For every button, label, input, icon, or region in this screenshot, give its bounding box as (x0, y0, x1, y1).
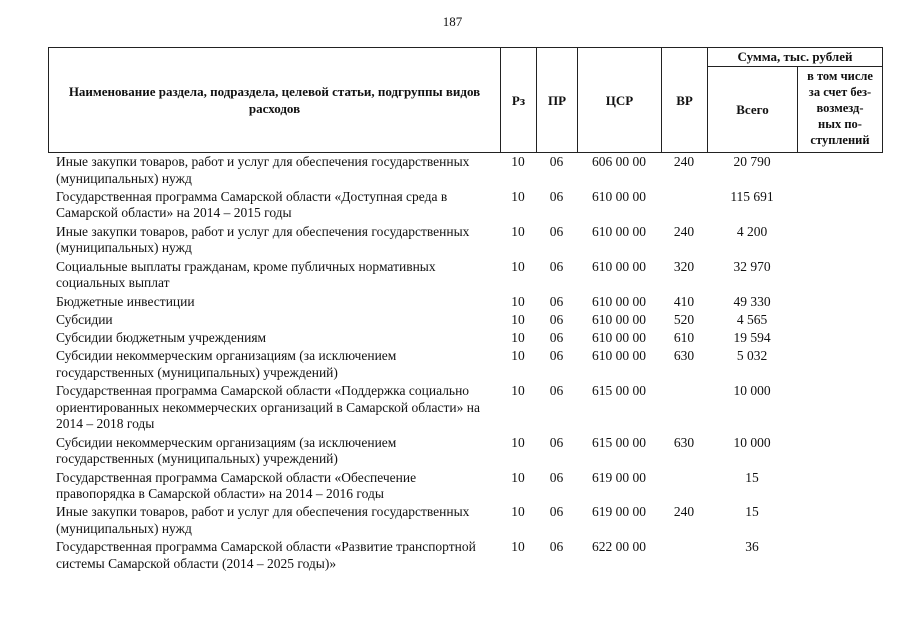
row-name: Субсидии (56, 311, 113, 327)
row-extra (797, 189, 882, 224)
row-total: 115 691 (730, 188, 774, 204)
row-csr: 619 00 00 (592, 469, 646, 485)
row-extra (797, 539, 882, 574)
row-pr: 06 (549, 348, 564, 364)
table-row (48, 189, 882, 224)
row-rz: 10 (511, 311, 525, 327)
row-extra (797, 348, 882, 383)
row-extra (797, 154, 882, 189)
row-extra (797, 383, 882, 434)
row-total: 4 565 (736, 311, 768, 327)
row-rz: 10 (511, 330, 525, 346)
table-row (48, 312, 882, 330)
row-pr: 06 (549, 434, 564, 450)
row-total: 36 (745, 539, 759, 555)
row-total: 19 594 (733, 330, 771, 346)
row-total: 15 (745, 504, 759, 520)
row-extra (797, 504, 882, 539)
table-row (48, 294, 882, 312)
row-rz: 10 (511, 348, 525, 364)
header-vr: ВР (662, 48, 708, 153)
row-rz: 10 (511, 469, 525, 485)
row-vr (661, 189, 707, 224)
table-body (48, 154, 882, 574)
header-extra-line: за счет без- (808, 85, 872, 99)
row-pr: 06 (549, 188, 564, 204)
row-csr: 610 00 00 (592, 311, 646, 327)
row-total: 10 000 (733, 383, 771, 399)
row-total: 10 000 (733, 434, 771, 450)
row-vr (661, 383, 707, 434)
table-row (48, 504, 882, 539)
row-csr: 610 00 00 (592, 348, 646, 364)
row-rz: 10 (511, 383, 525, 399)
header-pr: ПР (537, 48, 578, 153)
table-header (48, 47, 883, 153)
header-total: Всего (708, 67, 798, 153)
row-csr: 619 00 00 (592, 504, 646, 520)
row-total: 5 032 (736, 348, 768, 364)
row-pr: 06 (549, 330, 564, 346)
row-vr: 610 (673, 330, 695, 346)
row-rz: 10 (511, 504, 525, 520)
header-name: Наименование раздела, подраздела, целевой статьи, подгруппы видов расходов (49, 48, 501, 153)
row-vr: 240 (673, 154, 695, 169)
table-row (48, 330, 882, 348)
row-extra (797, 330, 882, 348)
row-csr: 615 00 00 (592, 434, 646, 450)
row-csr: 615 00 00 (592, 383, 646, 399)
table-row (48, 435, 882, 470)
row-pr: 06 (549, 504, 564, 520)
row-pr: 06 (549, 383, 564, 399)
table-row (48, 383, 882, 434)
row-csr: 606 00 00 (592, 154, 646, 169)
row-rz: 10 (511, 258, 525, 274)
row-name: Иные закупки товаров, работ и услуг для обеспечения государственных (муниципальных) нужд (56, 504, 470, 537)
row-extra (797, 435, 882, 470)
row-rz: 10 (511, 188, 525, 204)
row-rz: 10 (511, 434, 525, 450)
row-pr: 06 (549, 154, 564, 169)
page-number: 187 (442, 14, 463, 29)
table-row (48, 470, 882, 505)
header-extra-line: ных по- (818, 117, 862, 131)
table-row (48, 224, 882, 259)
header-rz: Рз (501, 48, 537, 153)
row-csr: 610 00 00 (592, 188, 646, 204)
row-name: Государственная программа Самарской области «Обеспечение правопорядка в Самарской области» на 2014 – 2016 годы (56, 469, 417, 502)
row-vr: 320 (673, 258, 695, 274)
row-name: Социальные выплаты гражданам, кроме публичных нормативных социальных выплат (56, 258, 436, 291)
header-sum: Сумма, тыс. рублей (708, 48, 883, 67)
row-extra (797, 294, 882, 312)
row-total: 4 200 (736, 223, 768, 239)
row-extra (797, 470, 882, 505)
row-vr (661, 539, 707, 574)
row-pr: 06 (549, 469, 564, 485)
row-vr: 630 (673, 348, 695, 364)
row-csr: 610 00 00 (592, 258, 646, 274)
header-csr: ЦСР (578, 48, 662, 153)
row-pr: 06 (549, 293, 564, 309)
row-name: Субсидии бюджетным учреждениям (56, 330, 267, 346)
row-vr: 410 (673, 293, 695, 309)
table-row (48, 348, 882, 383)
row-vr (661, 470, 707, 505)
row-name: Субсидии некоммерческим организациям (за исключением государственных (муниципальных) учреждений) (56, 434, 397, 467)
row-csr: 622 00 00 (592, 539, 646, 555)
row-name: Государственная программа Самарской области «Поддержка социально ориентированных некоммерческих организаций в Самарской области» на 2014 – 2018 годы (56, 383, 480, 432)
row-rz: 10 (511, 293, 525, 309)
row-name: Иные закупки товаров, работ и услуг для обеспечения государственных (муниципальных) нужд (56, 154, 470, 186)
row-vr: 630 (673, 434, 695, 450)
row-pr: 06 (549, 258, 564, 274)
table-row (48, 539, 882, 574)
row-name: Иные закупки товаров, работ и услуг для обеспечения государственных (муниципальных) нужд (56, 223, 470, 256)
row-rz: 10 (511, 154, 525, 169)
header-extra-line: возмезд- (816, 101, 864, 115)
row-total: 20 790 (733, 154, 771, 169)
row-name: Государственная программа Самарской области «Развитие транспортной системы Самарской области (2014 – 2025 годы)» (56, 539, 476, 571)
header-extra (798, 67, 883, 153)
header-extra-line: в том числе (807, 69, 873, 83)
row-pr: 06 (549, 223, 564, 239)
row-rz: 10 (511, 539, 525, 555)
row-pr: 06 (549, 539, 564, 555)
table-row (48, 259, 882, 294)
row-total: 15 (745, 469, 759, 485)
header-extra-line: ступлений (810, 133, 870, 147)
table-row (48, 154, 882, 189)
row-rz: 10 (511, 223, 525, 239)
row-pr: 06 (549, 311, 564, 327)
row-extra (797, 224, 882, 259)
row-total: 32 970 (733, 258, 771, 274)
row-name: Субсидии некоммерческим организациям (за исключением государственных (муниципальных) учреждений) (56, 348, 397, 380)
row-name: Бюджетные инвестиции (56, 293, 195, 309)
row-name: Государственная программа Самарской области «Доступная среда в Самарской области» на 2014 – 2015 годы (56, 188, 448, 221)
row-csr: 610 00 00 (592, 293, 646, 309)
row-extra (797, 312, 882, 330)
row-csr: 610 00 00 (592, 223, 646, 239)
row-csr: 610 00 00 (592, 330, 646, 346)
row-vr: 520 (673, 311, 695, 327)
row-extra (797, 259, 882, 294)
row-total: 49 330 (733, 293, 771, 309)
row-vr: 240 (673, 504, 695, 520)
row-vr: 240 (673, 223, 695, 239)
